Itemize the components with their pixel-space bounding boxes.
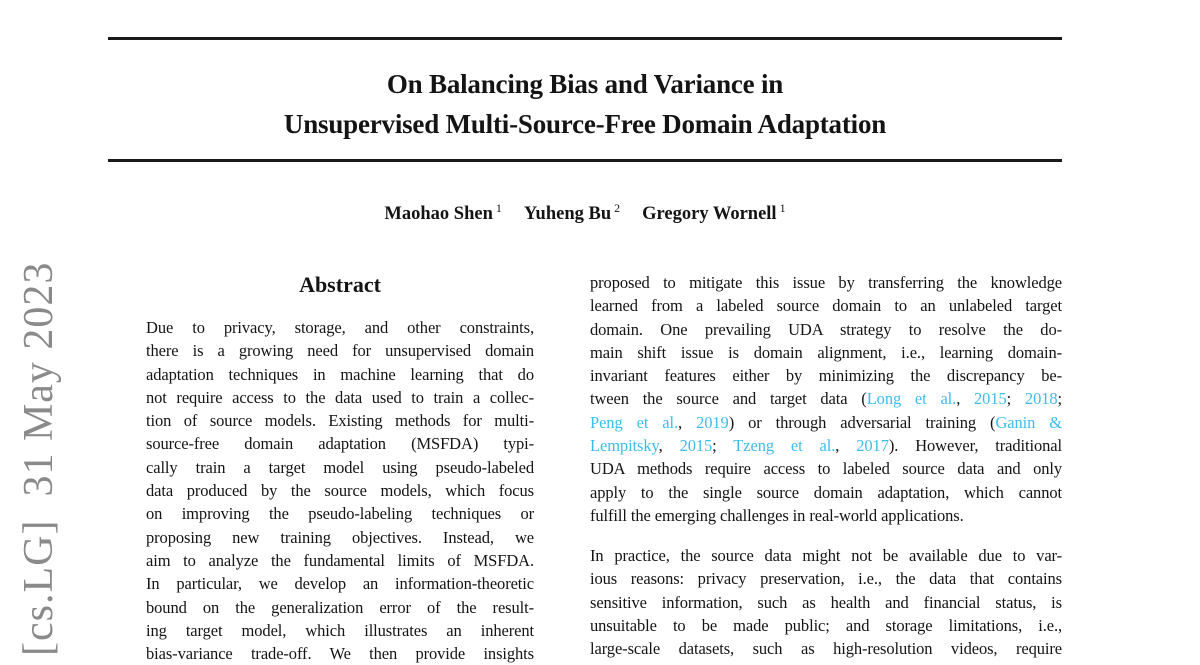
- citation-link[interactable]: 2019: [696, 412, 729, 432]
- author-list: [108, 201, 1062, 225]
- paper-title: [108, 64, 1062, 144]
- citation-link[interactable]: Peng et al.: [590, 412, 679, 432]
- citation-link[interactable]: Long et al.: [866, 389, 957, 409]
- abstract-line: bias-variance trade-off. We then provide insights: [146, 644, 534, 664]
- body-line: main shift issue is domain alignment, i.e., learning domain-: [590, 342, 1062, 362]
- abstract-line: adaptation techniques in machine learning that do: [146, 364, 534, 384]
- body-line: large-scale datasets, such as high-resolution videos, require: [590, 639, 1062, 659]
- body-line: sensitive information, such as health and financial status, is: [590, 592, 1062, 612]
- abstract-line: there is a growing need for unsupervised domain: [146, 341, 534, 361]
- abstract-line: on improving the pseudo-labeling techniques or: [146, 504, 534, 524]
- body-line: proposed to mitigate this issue by transferring the knowledge: [590, 273, 1062, 292]
- citation-link[interactable]: Tzeng et al.: [733, 436, 836, 456]
- abstract-heading: Abstract: [299, 272, 381, 297]
- abstract-line: ing target model, which illustrates an inherent: [146, 620, 534, 640]
- citation-link[interactable]: Lempitsky: [590, 436, 659, 456]
- paper-title-line1: On Balancing Bias and Variance in: [386, 69, 784, 99]
- author-affiliation-sup: 1: [495, 201, 502, 215]
- title-rule-bottom: [108, 159, 1062, 162]
- citation-link[interactable]: 2017: [856, 436, 889, 456]
- abstract-line: Due to privacy, storage, and other constraints,: [146, 318, 534, 337]
- abstract-text: [146, 316, 534, 665]
- body-line: domain. One prevailing UDA strategy to resolve the do-: [590, 319, 1062, 339]
- author-affiliation-sup: 1: [779, 201, 786, 215]
- body-line: unsuitable to be made public; and storage limitations, i.e.,: [590, 615, 1062, 635]
- body-line: In practice, the source data might not be available due to var-: [590, 546, 1062, 565]
- author-name: Gregory Wornell: [642, 204, 777, 225]
- body-line: UDA methods require access to labeled source data and only: [590, 459, 1062, 479]
- intro-paragraph-1: [590, 271, 1062, 527]
- title-rule-top: [108, 37, 1062, 40]
- citation-link[interactable]: 2015: [679, 436, 713, 456]
- abstract-line: cally train a target model using pseudo-labeled: [146, 457, 534, 477]
- author-name: Maohao Shen: [384, 204, 493, 225]
- body-line: apply to the single source domain adaptation, which cannot: [590, 482, 1062, 502]
- citation-link[interactable]: 2015: [974, 389, 1007, 409]
- intro-paragraph-2: [590, 544, 1062, 660]
- paper-title-line2: Unsupervised Multi-Source-Free Domain Adaptation: [283, 109, 887, 139]
- abstract-line: proposing new training objectives. Instead, we: [146, 527, 534, 547]
- citation-link[interactable]: Ganin &: [995, 412, 1062, 432]
- body-line: Peng et al., 2019) or through adversarial training (Ganin &: [590, 412, 1062, 432]
- body-line: Lempitsky, 2015; Tzeng et al., 2017). However, traditional: [590, 436, 1062, 456]
- arxiv-watermark: [cs.LG] 31 May 2023: [16, 261, 62, 656]
- body-line: ious reasons: privacy preservation, i.e., the data that contains: [590, 569, 1062, 589]
- body-line: tween the source and target data (Long et al., 2015; 2018;: [590, 389, 1063, 409]
- abstract-line: aim to analyze the fundamental limits of MSFDA.: [146, 550, 534, 570]
- abstract-line: data produced by the source models, which focus: [146, 481, 534, 501]
- body-line: learned from a labeled source domain to an unlabeled target: [590, 296, 1062, 316]
- abstract-line: tion of source models. Existing methods for multi-: [146, 411, 534, 431]
- author-affiliation-sup: 2: [614, 201, 621, 215]
- abstract-line: source-free domain adaptation (MSFDA) typi-: [146, 434, 534, 454]
- author: [523, 201, 621, 225]
- abstract-line: not require access to the data used to train a collec-: [146, 387, 534, 407]
- abstract-line: In particular, we develop an information-theoretic: [146, 574, 534, 594]
- author: [384, 201, 502, 225]
- body-line: fulfill the emerging challenges in real-world applications.: [590, 505, 964, 525]
- author: [642, 201, 786, 225]
- body-line: invariant features either by minimizing the discrepancy be-: [590, 366, 1062, 386]
- author-name: Yuheng Bu: [523, 204, 612, 225]
- abstract-line: bound on the generalization error of the result-: [146, 597, 534, 617]
- citation-link[interactable]: 2018: [1024, 389, 1058, 409]
